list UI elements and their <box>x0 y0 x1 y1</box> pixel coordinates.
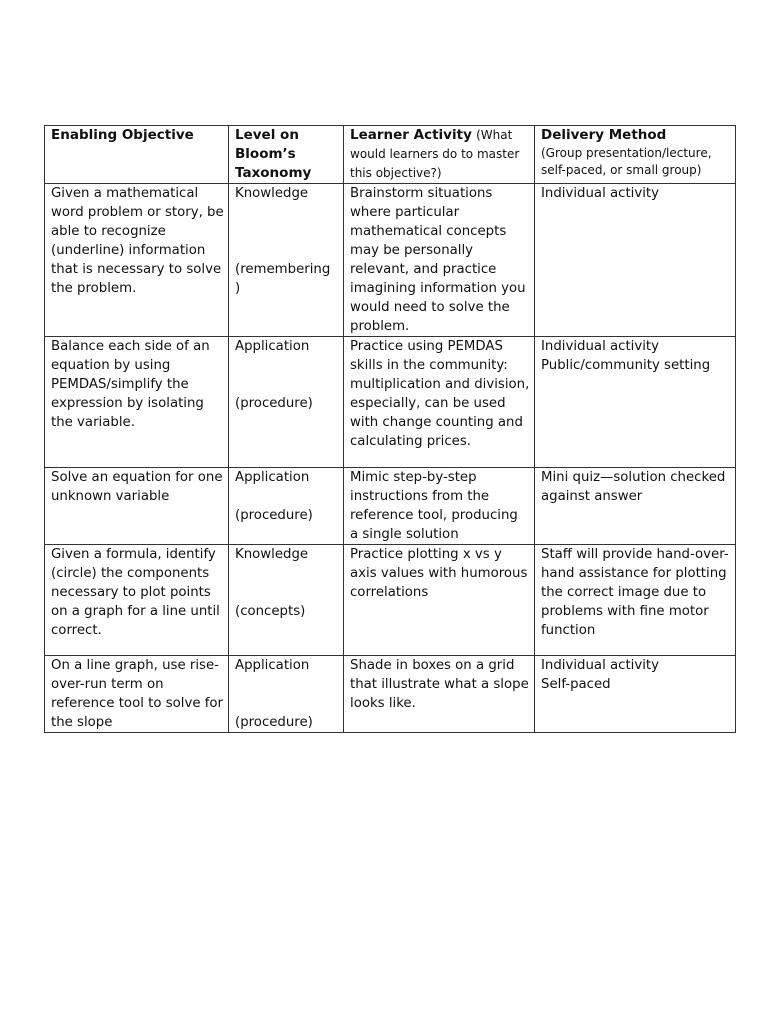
delivery-cell <box>535 656 736 733</box>
delivery-cell <box>535 468 736 545</box>
table-row <box>45 656 736 733</box>
level-cell <box>229 184 344 337</box>
header-bloom-level <box>229 126 344 184</box>
delivery-cell <box>535 184 736 337</box>
delivery-line: Individual activity <box>541 186 659 201</box>
delivery-line: Individual activity <box>541 339 659 354</box>
activity-cell: Mimic step-by-step instructions from the reference tool, producing a single solution <box>344 468 535 545</box>
delivery-cell <box>535 337 736 468</box>
level-name: Application <box>235 470 310 485</box>
level-note: (procedure) <box>235 715 313 730</box>
delivery-line: Self-paced <box>541 677 611 692</box>
table-row <box>45 337 736 468</box>
objective-cell: Given a formula, identify (circle) the components necessary to plot points on a graph for a line until correct. <box>45 545 229 656</box>
delivery-line: Individual activity <box>541 658 659 673</box>
header-activity-note: (What would learners do to master this objective?) <box>350 128 520 180</box>
table-header-row <box>45 126 736 184</box>
level-cell <box>229 337 344 468</box>
header-level-line3: Taxonomy <box>235 165 312 181</box>
delivery-line: Staff will provide hand-over-hand assistance for plotting the correct image due to problems with fine motor function <box>541 547 729 638</box>
header-level-line1: Level on <box>235 127 299 143</box>
objective-cell: Given a mathematical word problem or story, be able to recognize (underline) information that is necessary to solve the problem. <box>45 184 229 337</box>
header-level-line2: Bloom’s <box>235 146 296 162</box>
objectives-table <box>44 125 736 733</box>
header-delivery-label: Delivery Method <box>541 127 667 143</box>
header-enabling-objective <box>45 126 229 184</box>
level-cell <box>229 545 344 656</box>
level-name: Application <box>235 658 310 673</box>
level-note: (concepts) <box>235 604 306 619</box>
level-name: Knowledge <box>235 186 309 201</box>
level-name: Application <box>235 339 310 354</box>
header-delivery-note: (Group presentation/lecture, self-paced, or small group) <box>541 146 712 177</box>
level-cell <box>229 468 344 545</box>
activity-cell: Shade in boxes on a grid that illustrate what a slope looks like. <box>344 656 535 733</box>
level-note: (procedure) <box>235 396 313 411</box>
table-row <box>45 468 736 545</box>
level-note: (procedure) <box>235 508 313 523</box>
level-note: (remembering ) <box>235 262 331 296</box>
header-objective-label: Enabling Objective <box>51 127 194 143</box>
objective-cell: Solve an equation for one unknown variable <box>45 468 229 545</box>
delivery-cell <box>535 545 736 656</box>
level-name: Knowledge <box>235 547 309 562</box>
header-learner-activity <box>344 126 535 184</box>
level-cell <box>229 656 344 733</box>
header-delivery-method <box>535 126 736 184</box>
delivery-line: Public/community setting <box>541 358 711 373</box>
objective-cell: Balance each side of an equation by using PEMDAS/simplify the expression by isolating the variable. <box>45 337 229 468</box>
objective-cell: On a line graph, use rise-over-run term on reference tool to solve for the slope <box>45 656 229 733</box>
header-activity-label: Learner Activity <box>350 127 472 143</box>
table-row <box>45 184 736 337</box>
activity-cell: Practice plotting x vs y axis values with humorous correlations <box>344 545 535 656</box>
activity-cell: Practice using PEMDAS skills in the community: multiplication and division, especially, can be used with change counting and calculating prices. <box>344 337 535 468</box>
delivery-line: Mini quiz—solution checked against answer <box>541 470 726 504</box>
table-row <box>45 545 736 656</box>
activity-cell: Brainstorm situations where particular mathematical concepts may be personally relevant, and practice imagining information you would need to solve the problem. <box>344 184 535 337</box>
